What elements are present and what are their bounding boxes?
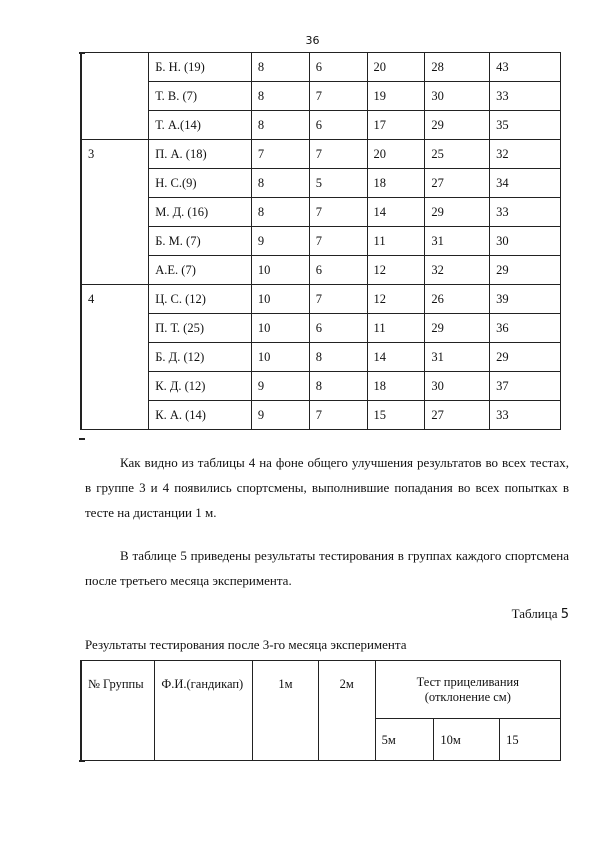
header-2m: 2м [318, 661, 375, 761]
table-row [81, 401, 561, 430]
table-label [512, 606, 569, 622]
table-row [81, 343, 561, 372]
table-cell: 7 [309, 82, 367, 111]
header-aim-title: Тест прицеливания [416, 675, 519, 689]
header-10m: 10м [434, 719, 500, 761]
table-cell-name: Б. Д. (12) [149, 343, 252, 372]
table-cell-group: 4 [81, 285, 149, 430]
table-row [81, 256, 561, 285]
table-cell: 7 [309, 401, 367, 430]
table-cell-name: Б. Н. (19) [149, 53, 252, 82]
table-row [81, 111, 561, 140]
table-row [81, 169, 561, 198]
table-cell: 29 [425, 314, 490, 343]
table-cell: 37 [490, 372, 561, 401]
table-cell: 27 [425, 401, 490, 430]
table-cell: 9 [251, 227, 309, 256]
table-cell-name: Т. А.(14) [149, 111, 252, 140]
table-cell: 33 [490, 198, 561, 227]
table-cell-name: К. Д. (12) [149, 372, 252, 401]
table-cell: 7 [251, 140, 309, 169]
table-cell: 14 [367, 343, 425, 372]
table-cell: 9 [251, 401, 309, 430]
table-row [81, 140, 561, 169]
page-number: 36 [305, 34, 320, 47]
table-cell: 29 [490, 256, 561, 285]
table-row [81, 198, 561, 227]
table-cell-group: 3 [81, 140, 149, 285]
table-row [81, 372, 561, 401]
table-cell: 20 [367, 140, 425, 169]
table-cell: 8 [309, 343, 367, 372]
table-cell: 11 [367, 227, 425, 256]
table-cell: 14 [367, 198, 425, 227]
table-corner-mark [79, 760, 85, 762]
table-cell: 31 [425, 343, 490, 372]
header-1m: 1м [253, 661, 319, 761]
table-row [81, 53, 561, 82]
table-cell: 9 [251, 372, 309, 401]
table-cell-name: Б. М. (7) [149, 227, 252, 256]
header-aim-test [375, 661, 560, 719]
table-corner-mark [79, 438, 85, 440]
table-cell: 36 [490, 314, 561, 343]
table-cell: 20 [367, 53, 425, 82]
table-cell: 7 [309, 227, 367, 256]
table-cell: 33 [490, 82, 561, 111]
table-cell: 10 [251, 285, 309, 314]
table-cell: 12 [367, 256, 425, 285]
table-caption: Результаты тестирования после 3-го месяца эксперимента [85, 637, 407, 652]
table-cell: 32 [425, 256, 490, 285]
table-cell: 10 [251, 314, 309, 343]
table-corner-mark [79, 52, 85, 54]
table-cell: 32 [490, 140, 561, 169]
paragraph-table5-intro [85, 543, 569, 593]
table-cell: 26 [425, 285, 490, 314]
table-cell: 35 [490, 111, 561, 140]
table-cell: 29 [425, 111, 490, 140]
table-cell: 28 [425, 53, 490, 82]
table-cell: 11 [367, 314, 425, 343]
table-row [81, 314, 561, 343]
header-15: 15 [500, 719, 561, 761]
table-cell: 17 [367, 111, 425, 140]
table-cell: 7 [309, 198, 367, 227]
table-cell: 19 [367, 82, 425, 111]
table-cell: 39 [490, 285, 561, 314]
table-cell-name: Н. С.(9) [149, 169, 252, 198]
header-name: Ф.И.(гандикап) [155, 661, 253, 761]
table-cell-name: М. Д. (16) [149, 198, 252, 227]
table-cell: 30 [490, 227, 561, 256]
table-cell: 33 [490, 401, 561, 430]
results-table-5 [80, 660, 561, 761]
table-cell: 12 [367, 285, 425, 314]
table-cell-name: А.Е. (7) [149, 256, 252, 285]
table-cell: 8 [251, 198, 309, 227]
table-header-row [81, 661, 561, 719]
table-cell: 29 [425, 198, 490, 227]
table-cell: 8 [251, 53, 309, 82]
table-label-prefix: Таблица [511, 606, 561, 621]
table-cell-name: Ц. С. (12) [149, 285, 252, 314]
table-cell: 8 [251, 169, 309, 198]
results-table-4 [80, 52, 561, 430]
table-cell-name: П. Т. (25) [149, 314, 252, 343]
table-row [81, 227, 561, 256]
table-cell-group [81, 53, 149, 140]
table-cell: 18 [367, 169, 425, 198]
table-cell-name: П. А. (18) [149, 140, 252, 169]
table-cell: 7 [309, 285, 367, 314]
paragraph-text: Как видно из таблицы 4 на фоне общего улучшения результатов во всех тестах, в группе 3 и 4 появились спортсмены, выполнившие попадания во всех попытках в тесте на дистанции 1 м. [85, 455, 569, 520]
table-cell-name: Т. В. (7) [149, 82, 252, 111]
table-cell: 25 [425, 140, 490, 169]
table-cell: 29 [490, 343, 561, 372]
header-group: № Группы [81, 661, 155, 761]
table-label-number: 5 [560, 607, 569, 622]
table-cell: 15 [367, 401, 425, 430]
table-cell: 18 [367, 372, 425, 401]
paragraph-table4-summary [85, 450, 569, 525]
table-cell: 5 [309, 169, 367, 198]
table-cell: 8 [251, 82, 309, 111]
table-cell: 27 [425, 169, 490, 198]
table-cell: 10 [251, 256, 309, 285]
results-table-4-body [81, 53, 561, 430]
table-cell: 31 [425, 227, 490, 256]
table-cell: 43 [490, 53, 561, 82]
table-cell: 34 [490, 169, 561, 198]
table-cell: 6 [309, 53, 367, 82]
header-aim-subtitle: (отклонение см) [424, 690, 511, 704]
table-cell: 8 [251, 111, 309, 140]
table-cell: 30 [425, 372, 490, 401]
table-cell: 30 [425, 82, 490, 111]
table-cell: 6 [309, 314, 367, 343]
table-cell: 6 [309, 256, 367, 285]
table-row [81, 285, 561, 314]
header-5m: 5м [375, 719, 434, 761]
table-cell: 7 [309, 140, 367, 169]
table-row [81, 82, 561, 111]
table-cell: 6 [309, 111, 367, 140]
paragraph-text: В таблице 5 приведены результаты тестирования в группах каждого спортсмена после третьего месяца эксперимента. [85, 548, 569, 588]
table-cell-name: К. А. (14) [149, 401, 252, 430]
table-cell: 10 [251, 343, 309, 372]
table-cell: 8 [309, 372, 367, 401]
